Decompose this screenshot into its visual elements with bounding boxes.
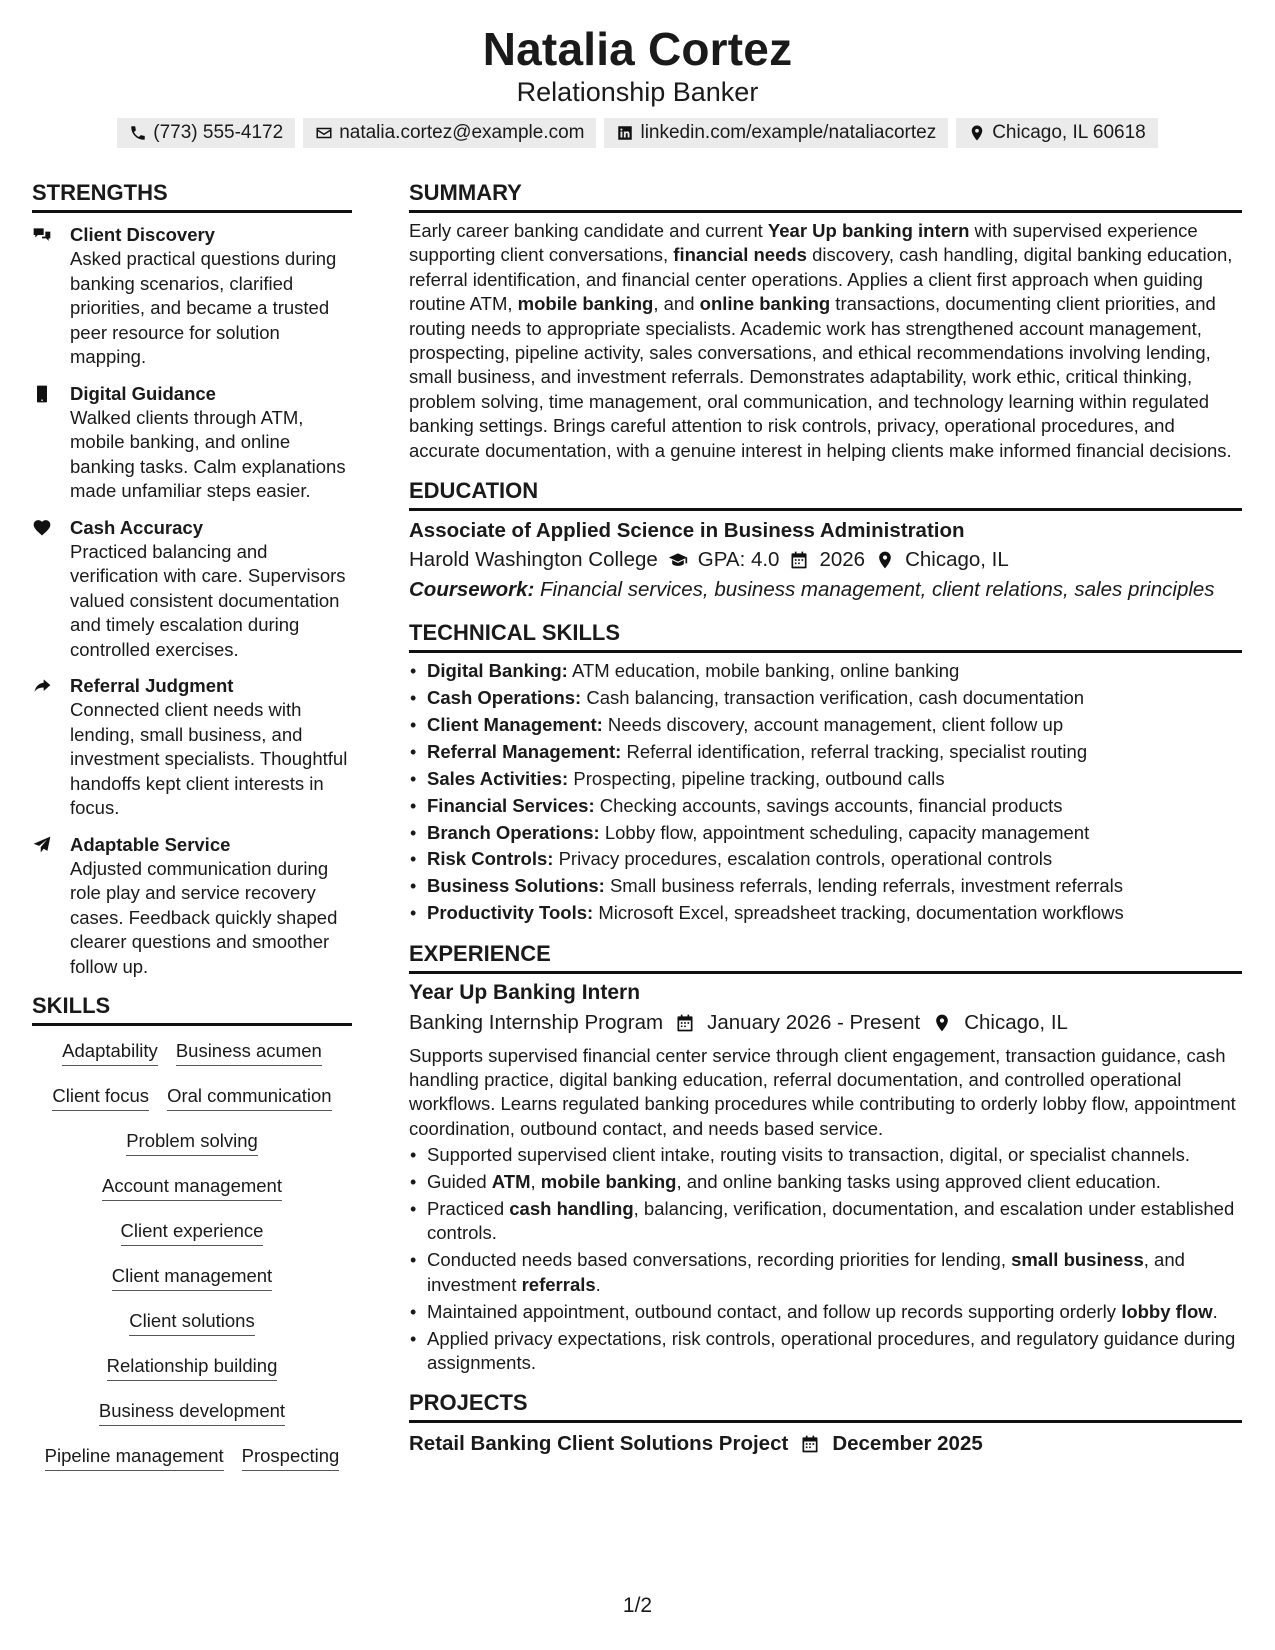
skill-row bbox=[32, 1083, 352, 1128]
technical-skill-item bbox=[427, 847, 1242, 871]
job-bullet-segment: cash handling bbox=[509, 1198, 634, 1220]
technical-skill-item bbox=[427, 686, 1242, 710]
skill-tag: Adaptability bbox=[62, 1038, 158, 1066]
contact-linkedin[interactable] bbox=[604, 118, 948, 148]
job-bullet bbox=[427, 1300, 1242, 1324]
strength-description: Practiced balancing and verification with care. Supervisors valued consistent documentation and timely escalation during controlled exercises. bbox=[70, 540, 346, 660]
skill-row bbox=[32, 1218, 352, 1263]
skill-row bbox=[32, 1398, 352, 1443]
project-date: December 2025 bbox=[832, 1432, 983, 1456]
linkedin-icon bbox=[616, 124, 634, 142]
skill-row bbox=[32, 1038, 352, 1083]
technical-skill-item bbox=[427, 740, 1242, 764]
left-column bbox=[32, 178, 352, 1488]
technical-skill-text: Small business referrals, lending referrals, investment referrals bbox=[609, 875, 1124, 897]
technical-skill-label: Productivity Tools: bbox=[427, 902, 594, 924]
paper-plane-icon bbox=[32, 835, 52, 855]
summary-segment: , and bbox=[653, 293, 700, 315]
contact-linkedin-text: linkedin.com/example/nataliacortez bbox=[640, 122, 937, 143]
coursework-label: Coursework: bbox=[409, 578, 535, 602]
education-coursework bbox=[409, 575, 1242, 605]
graduation-cap-icon bbox=[668, 550, 688, 570]
summary-segment: discovery, cash handling, digital banking education, referral identification, and financial center operations. Applies a client first approach when guiding routine ATM, bbox=[409, 244, 1233, 315]
skill-row bbox=[32, 1263, 352, 1308]
job-bullet-segment: Supported supervised client intake, routing visits to transaction, digital, or specialist channels. bbox=[427, 1144, 1191, 1166]
skill-row bbox=[32, 1353, 352, 1398]
skill-tag: Oral communication bbox=[167, 1083, 332, 1111]
technical-skill-text: Privacy procedures, escalation controls, operational controls bbox=[558, 848, 1053, 870]
page-number: 1/2 bbox=[622, 1594, 653, 1617]
strengths-heading: STRENGTHS bbox=[32, 178, 352, 213]
strength-description: Asked practical questions during banking scenarios, clarified priorities, and became a trusted peer resource for solution mapping. bbox=[70, 248, 337, 367]
education-gpa: GPA: 4.0 bbox=[697, 548, 780, 572]
strength-item bbox=[32, 674, 352, 821]
envelope-icon bbox=[315, 124, 333, 142]
technical-skill-label: Referral Management: bbox=[427, 740, 622, 762]
technical-skill-label: Client Management: bbox=[427, 713, 603, 735]
technical-skill-text: Prospecting, pipeline tracking, outbound calls bbox=[573, 767, 945, 789]
technical-skill-label: Digital Banking: bbox=[427, 660, 568, 682]
strength-item bbox=[32, 382, 352, 504]
job-bullet bbox=[427, 1143, 1242, 1167]
summary-heading: SUMMARY bbox=[409, 178, 1242, 213]
job-location: Chicago, IL bbox=[964, 1010, 1068, 1034]
project-entry bbox=[409, 1429, 1242, 1459]
summary-segment: transactions, documenting client priorities, and routing needs to appropriate specialists. Academic work has strengthened account management, prospecting, pipeline activity, sales conversations, and ethical recommendations involving lending, small business, and investment referrals. Demonstrates adaptability, work ethic, critical thinking, problem solving, time management, oral communication, and technology learning within regulated banking settings. Brings careful attention to risk controls, privacy, operational procedures, and accurate documentation, with a genuine interest in helping clients make informed financial decisions. bbox=[409, 293, 1232, 461]
job-bullet-segment: . bbox=[1212, 1300, 1218, 1322]
education-degree: Associate of Applied Science in Business Administration bbox=[409, 519, 965, 543]
summary-segment: financial needs bbox=[673, 244, 807, 266]
job-bullet-segment: referrals bbox=[521, 1273, 596, 1295]
skill-tag: Client solutions bbox=[129, 1308, 254, 1336]
skill-row bbox=[32, 1173, 352, 1218]
map-pin-icon bbox=[875, 550, 895, 570]
strength-item bbox=[32, 223, 352, 370]
technical-skill-label: Financial Services: bbox=[427, 794, 595, 816]
strength-title: Adaptable Service bbox=[70, 833, 231, 855]
skill-tag: Account management bbox=[102, 1173, 282, 1201]
skill-tag: Business acumen bbox=[176, 1038, 322, 1066]
technical-skill-label: Cash Operations: bbox=[427, 686, 582, 708]
technical-skill-text: Lobby flow, appointment scheduling, capacity management bbox=[604, 821, 1090, 843]
job-bullet-segment: , and investment bbox=[427, 1249, 1185, 1295]
job-bullet-segment: lobby flow bbox=[1121, 1300, 1213, 1322]
technical-skill-label: Sales Activities: bbox=[427, 767, 569, 789]
job-bullet-segment: , balancing, verification, documentation, and escalation under established controls. bbox=[427, 1198, 1235, 1244]
job-bullet-segment: , and online banking tasks using approved client education. bbox=[676, 1171, 1161, 1193]
strength-description: Walked clients through ATM, mobile banking, and online banking tasks. Calm explanations made unfamiliar steps easier. bbox=[70, 406, 346, 501]
technical-skill-item bbox=[427, 794, 1242, 818]
job-bullet-segment: Guided bbox=[427, 1171, 492, 1193]
calendar-icon bbox=[800, 1434, 820, 1454]
technical-skill-item bbox=[427, 821, 1242, 845]
job-bullet-segment: Applied privacy expectations, risk controls, operational procedures, and regulatory guidance during assignments. bbox=[427, 1327, 1236, 1373]
technical-skill-label: Business Solutions: bbox=[427, 875, 605, 897]
contact-phone-text: (773) 555-4172 bbox=[153, 122, 284, 143]
technical-skill-text: ATM education, mobile banking, online banking bbox=[571, 660, 960, 682]
contact-email-text: natalia.cortez@example.com bbox=[339, 122, 585, 143]
job-title: Year Up Banking Intern bbox=[409, 980, 641, 1004]
projects-heading: PROJECTS bbox=[409, 1388, 1242, 1423]
map-pin-icon bbox=[932, 1013, 952, 1033]
mobile-phone-icon bbox=[32, 384, 52, 404]
job-bullet bbox=[427, 1248, 1242, 1297]
strength-title: Referral Judgment bbox=[70, 675, 234, 696]
technical-skill-text: Cash balancing, transaction verification, cash documentation bbox=[586, 686, 1085, 708]
technical-skill-text: Checking accounts, savings accounts, financial products bbox=[599, 794, 1063, 816]
candidate-title: Relationship Banker bbox=[516, 77, 759, 107]
education-location: Chicago, IL bbox=[905, 548, 1009, 572]
skill-row bbox=[32, 1128, 352, 1173]
technical-skill-item bbox=[427, 659, 1242, 683]
technical-skill-item bbox=[427, 874, 1242, 898]
strength-description: Connected client needs with lending, small business, and investment specialists. Thoughtful handoffs kept client interests in focus. bbox=[70, 699, 348, 818]
education-school: Harold Washington College bbox=[409, 548, 658, 572]
phone-icon bbox=[129, 124, 147, 142]
contact-location-text: Chicago, IL 60618 bbox=[992, 122, 1146, 143]
technical-skill-label: Branch Operations: bbox=[427, 821, 600, 843]
job-bullet-segment: Conducted needs based conversations, recording priorities for lending, bbox=[427, 1249, 1012, 1271]
summary-segment: Early career banking candidate and current bbox=[409, 220, 768, 241]
summary-text bbox=[409, 219, 1242, 463]
strength-description: Adjusted communication during role play and service recovery cases. Feedback quickly shaped clearer questions and smoother follow up. bbox=[70, 857, 338, 977]
technical-skill-item bbox=[427, 713, 1242, 737]
candidate-name: Natalia Cortez bbox=[482, 23, 793, 75]
job-bullet bbox=[427, 1170, 1242, 1194]
right-column bbox=[409, 178, 1242, 1459]
skill-tag: Client management bbox=[112, 1263, 272, 1291]
technical-skills-list bbox=[409, 659, 1242, 926]
skill-row bbox=[32, 1443, 352, 1488]
technical-skill-text: Microsoft Excel, spreadsheet tracking, documentation workflows bbox=[598, 902, 1124, 924]
job-bullet-segment: mobile banking bbox=[540, 1171, 677, 1193]
contact-email[interactable] bbox=[303, 118, 596, 148]
project-title: Retail Banking Client Solutions Project bbox=[409, 1432, 789, 1456]
contact-location bbox=[956, 118, 1158, 148]
job-dates: January 2026 - Present bbox=[707, 1010, 921, 1034]
calendar-icon bbox=[675, 1013, 695, 1033]
technical-skill-label: Risk Controls: bbox=[427, 848, 554, 870]
skill-row bbox=[32, 1308, 352, 1353]
strength-title: Cash Accuracy bbox=[70, 516, 203, 538]
chat-bubbles-icon bbox=[32, 225, 52, 245]
job-organization: Banking Internship Program bbox=[409, 1010, 664, 1034]
skill-tags bbox=[32, 1038, 352, 1488]
summary-segment: Year Up banking intern bbox=[767, 220, 970, 241]
skill-tag: Client experience bbox=[121, 1218, 264, 1246]
technical-skill-text: Referral identification, referral tracking, specialist routing bbox=[626, 740, 1088, 762]
job-bullet-segment: . bbox=[595, 1273, 601, 1295]
strength-title: Client Discovery bbox=[70, 224, 215, 245]
summary-segment: mobile banking bbox=[517, 293, 654, 315]
job-bullet-segment: small business bbox=[1011, 1249, 1144, 1271]
coursework-text: Financial services, business management, client relations, sales principles bbox=[540, 578, 1215, 602]
skill-tag: Business development bbox=[99, 1398, 285, 1426]
education-details bbox=[409, 545, 1242, 575]
skill-tag: Relationship building bbox=[107, 1353, 278, 1381]
job-bullet-segment: , bbox=[530, 1171, 541, 1193]
skill-tag: Prospecting bbox=[242, 1443, 340, 1471]
contact-bar bbox=[0, 118, 1275, 148]
job-bullet bbox=[427, 1327, 1242, 1376]
share-arrow-icon bbox=[32, 676, 52, 696]
education-year: 2026 bbox=[819, 548, 866, 572]
job-bullet-segment: ATM bbox=[491, 1171, 531, 1193]
strengths-list bbox=[32, 223, 352, 979]
skill-tag: Problem solving bbox=[126, 1128, 258, 1156]
skill-tag: Pipeline management bbox=[45, 1443, 224, 1471]
technical-skill-text: Needs discovery, account management, client follow up bbox=[607, 713, 1064, 735]
strength-title: Digital Guidance bbox=[70, 382, 216, 404]
job-bullet bbox=[427, 1197, 1242, 1246]
job-bullet-segment: Practiced bbox=[427, 1198, 510, 1220]
resume-header bbox=[0, 22, 1275, 148]
job-meta bbox=[409, 1008, 1242, 1038]
skills-heading: SKILLS bbox=[32, 991, 352, 1026]
job-bullets bbox=[409, 1143, 1242, 1375]
technical-skill-item bbox=[427, 901, 1242, 925]
map-pin-icon bbox=[968, 124, 986, 142]
strength-item bbox=[32, 833, 352, 980]
experience-heading: EXPERIENCE bbox=[409, 939, 1242, 974]
skill-tag: Client focus bbox=[52, 1083, 149, 1111]
calendar-icon bbox=[789, 550, 809, 570]
education-heading: EDUCATION bbox=[409, 476, 1242, 511]
technical-skill-item bbox=[427, 767, 1242, 791]
summary-segment: with supervised experience supporting client conversations, bbox=[409, 220, 1198, 266]
job-description: Supports supervised financial center service through client engagement, transaction guidance, cash handling practice, digital banking education, referral documentation, and controlled operational workflows. Learns regulated banking procedures while contributing to orderly lobby flow, appointment coordination, outbound contact, and needs based service. bbox=[409, 1044, 1236, 1139]
summary-segment: online banking bbox=[699, 293, 831, 315]
contact-phone[interactable] bbox=[117, 118, 295, 148]
technical-skills-heading: TECHNICAL SKILLS bbox=[409, 618, 1242, 653]
heart-icon bbox=[32, 518, 52, 538]
strength-item bbox=[32, 516, 352, 663]
job-bullet-segment: Maintained appointment, outbound contact, and follow up records supporting orderly bbox=[427, 1300, 1122, 1322]
